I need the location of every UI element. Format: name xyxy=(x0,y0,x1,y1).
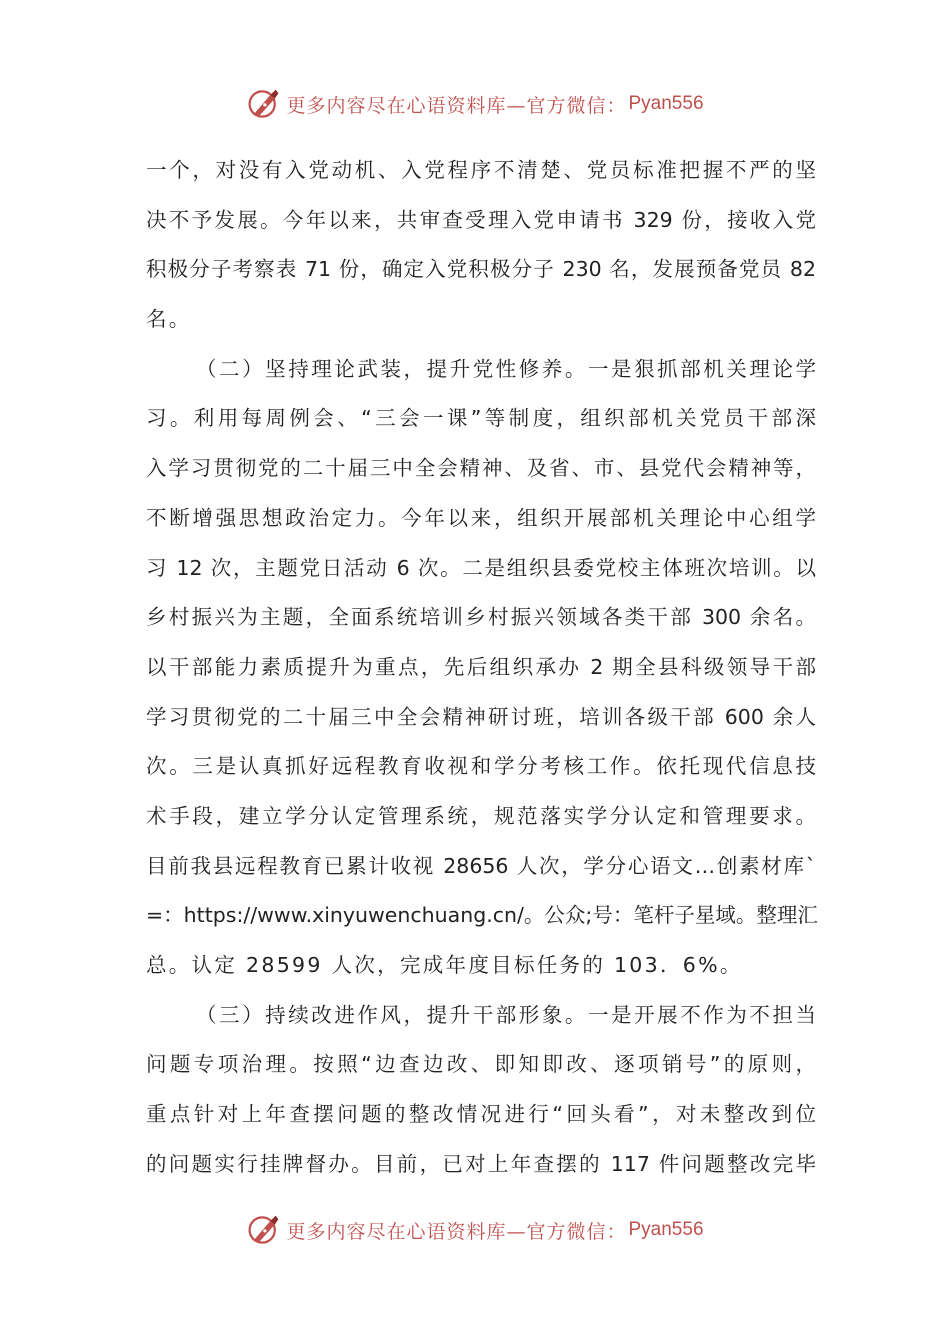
text-line: =：https://www.xinyuwenchuang.cn/。公众;号：笔杆子星域。整理汇 xyxy=(146,903,818,928)
pen-nib-logo-icon xyxy=(246,86,282,122)
text-line: 次。三是认真抓好远程教育收视和学分考核工作。依托现代信息技 xyxy=(146,754,816,779)
text-line: 的问题实行挂牌督办。目前，已对上年查摆的 117 件问题整改完毕 xyxy=(146,1151,816,1176)
text-line: 术手段，建立学分认定管理系统，规范落实学分认定和管理要求。 xyxy=(146,803,816,828)
text-line: 目前我县远程教育已累计收视 28656 人次，学分心语文…创素材库` xyxy=(146,853,816,878)
text-line: 入学习贯彻党的二十届三中全会精神、及省、市、县党代会精神等， xyxy=(146,456,816,481)
text-line: 习 12 次，主题党日活动 6 次。二是组织县委党校主体班次培训。以 xyxy=(146,555,816,580)
text-line: 问题专项治理。按照“边查边改、即知即改、逐项销号”的原则， xyxy=(146,1052,816,1077)
text-line: 一个，对没有入党动机、入党程序不清楚、党员标准把握不严的坚 xyxy=(146,158,816,182)
watermark-banner-bottom xyxy=(0,1210,950,1250)
document-body xyxy=(146,146,816,1189)
text-line: 以干部能力素质提升为重点，先后组织承办 2 期全县科级领导干部 xyxy=(146,654,816,679)
text-line: （二）坚持理论武装，提升党性修养。一是狠抓部机关理论学 xyxy=(196,356,816,381)
banner-text: 更多内容尽在心语资料库—官方微信： xyxy=(286,1220,627,1243)
banner-wechat-id: Pyan556 xyxy=(628,1219,704,1240)
text-line: 习。利用每周例会、“三会一课”等制度，组织部机关党员干部深 xyxy=(146,406,816,431)
text-line: 名。 xyxy=(146,307,192,332)
text-line: 决不予发展。今年以来，共审查受理入党申请书 329 份，接收入党 xyxy=(146,207,816,232)
watermark-banner-top xyxy=(0,84,950,124)
text-line: 乡村振兴为主题，全面系统培训乡村振兴领域各类干部 300 余名。 xyxy=(146,605,816,630)
text-line: （三）持续改进作风，提升干部形象。一是开展不作为不担当 xyxy=(196,1002,816,1027)
pen-nib-logo-icon xyxy=(246,1212,282,1248)
text-line: 积极分子考察表 71 份，确定入党积极分子 230 名，发展预备党员 82 xyxy=(146,257,816,282)
text-line: 重点针对上年查摆问题的整改情况进行“回头看”，对未整改到位 xyxy=(146,1102,816,1127)
banner-text: 更多内容尽在心语资料库—官方微信： xyxy=(286,94,627,117)
banner-wechat-id: Pyan556 xyxy=(628,93,704,114)
text-line: 不断增强思想政治定力。今年以来，组织开展部机关理论中心组学 xyxy=(146,505,816,530)
text-line: 学习贯彻党的二十届三中全会精神研讨班，培训各级干部 600 余人 xyxy=(146,704,816,729)
text-line: 总。认定 28599 人次，完成年度目标任务的 103．6%。 xyxy=(146,953,743,977)
